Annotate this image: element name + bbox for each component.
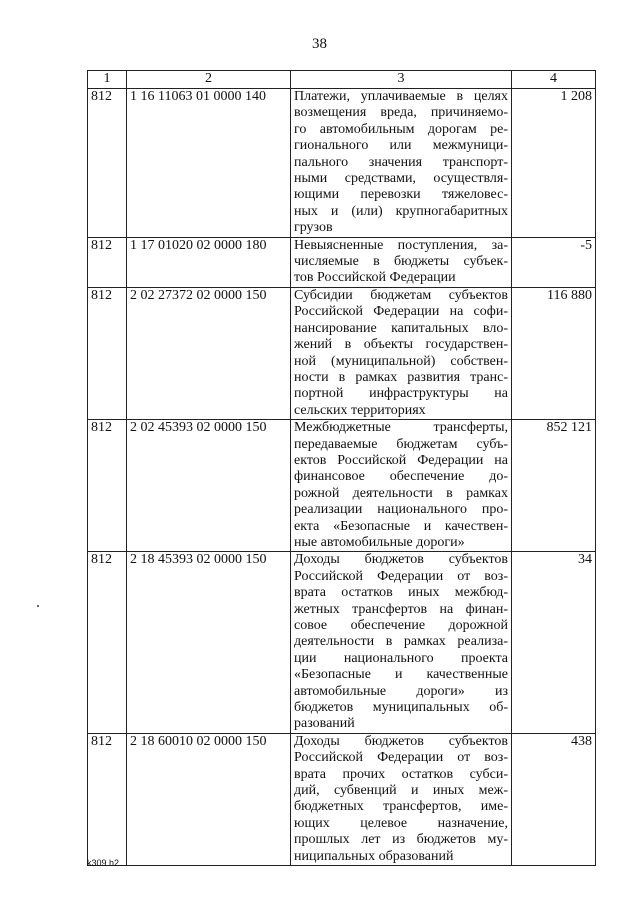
revenue-name-line: Невыясненные поступления, за- <box>294 237 508 253</box>
header-col-3: 3 <box>291 71 512 89</box>
revenue-name-line: Межбюджетные трансферты, <box>294 420 508 436</box>
revenue-code-cell: 2 18 45393 02 0000 150 <box>127 552 291 733</box>
revenue-name-line: ной (муниципальной) собствен- <box>294 353 508 369</box>
revenue-code-cell: 2 02 27372 02 0000 150 <box>127 287 291 419</box>
amount-cell: 438 <box>512 733 596 865</box>
table-row <box>88 552 596 733</box>
table-row <box>88 237 596 287</box>
revenue-name-line: ющих целевое назначение, <box>294 815 508 831</box>
admin-code-cell: 812 <box>88 552 127 733</box>
revenue-name-line: рожной деятельности в рамках <box>294 485 508 501</box>
revenue-name-line: деятельности в рамках реализа- <box>294 634 508 650</box>
revenue-name-line: Российской Федерации от воз- <box>294 568 508 584</box>
header-col-2: 2 <box>127 71 291 89</box>
revenue-name-line: Субсидии бюджетам субъектов <box>294 287 508 303</box>
admin-code-cell: 812 <box>88 733 127 865</box>
revenue-name-line: сельских территориях <box>294 402 426 418</box>
header-row <box>88 71 596 89</box>
budget-table <box>87 70 596 866</box>
revenue-name-line: жетных трансфертов на финан- <box>294 601 508 617</box>
revenue-name-line: реализации национального про- <box>294 502 508 518</box>
revenue-name-line: ных и (или) крупногабаритных <box>294 203 508 219</box>
amount-cell: 34 <box>512 552 596 733</box>
revenue-name-line: ные автомобильные дороги» <box>294 534 465 550</box>
revenue-name-line: ектов Российской Федерации на <box>294 452 508 468</box>
amount-cell: -5 <box>512 237 596 287</box>
revenue-name-line: «Безопасные и качественные <box>294 667 508 683</box>
revenue-name-line: прошлых лет из бюджетов му- <box>294 832 508 848</box>
revenue-name-cell <box>291 89 512 238</box>
revenue-name-line: врата остатков иных межбюд- <box>294 585 508 601</box>
revenue-name-line: передаваемые бюджетам субъ- <box>294 436 508 452</box>
revenue-name-line: Российской Федерации от воз- <box>294 750 508 766</box>
revenue-name-line: тов Российской Федерации <box>294 270 456 286</box>
revenue-name-line: ющими перевозки тяжеловес- <box>294 187 508 203</box>
revenue-name-line: совое обеспечение дорожной <box>294 618 508 633</box>
admin-code-cell: 812 <box>88 287 127 419</box>
revenue-name-cell <box>291 287 512 419</box>
revenue-name-line: возмещения вреда, причиняемо- <box>294 105 508 121</box>
admin-code-cell: 812 <box>88 237 127 287</box>
revenue-name-cell <box>291 237 512 287</box>
table-row <box>88 733 596 865</box>
revenue-name-line: ности в рамках развития транс- <box>294 369 508 385</box>
margin-dot <box>37 605 39 607</box>
revenue-name-line: врата прочих остатков субси- <box>294 766 508 782</box>
admin-code-cell: 812 <box>88 420 127 552</box>
amount-cell: 852 121 <box>512 420 596 552</box>
revenue-name-line: гионального или межмуници- <box>294 138 508 154</box>
revenue-name-line: жений в объекты государствен- <box>294 337 508 353</box>
revenue-name-cell <box>291 733 512 865</box>
revenue-name-line: екта «Безопасные и качествен- <box>294 518 508 534</box>
revenue-name-line: ции национального проекта <box>294 650 508 666</box>
page-number: 38 <box>312 36 327 52</box>
header-col-1: 1 <box>88 71 127 89</box>
revenue-code-cell: 1 16 11063 01 0000 140 <box>127 89 291 238</box>
table-body <box>88 89 596 866</box>
revenue-code-cell: 2 18 60010 02 0000 150 <box>127 733 291 865</box>
revenue-name-line: ными средствами, осуществля- <box>294 171 508 187</box>
revenue-name-line: разований <box>294 716 355 732</box>
revenue-name-line: дий, субвенций и иных меж- <box>294 783 508 799</box>
revenue-name-line: пального значения транспорт- <box>294 154 508 170</box>
revenue-name-line: го автомобильным дорогам ре- <box>294 121 508 137</box>
revenue-code-cell: 2 02 45393 02 0000 150 <box>127 420 291 552</box>
revenue-name-cell <box>291 420 512 552</box>
revenue-code-cell: 1 17 01020 02 0000 180 <box>127 237 291 287</box>
revenue-name-line: бюджетных трансфертов, име- <box>294 799 508 815</box>
header-col-4: 4 <box>512 71 596 89</box>
revenue-name-line: грузов <box>294 220 333 236</box>
revenue-name-line: автомобильные дороги» из <box>294 683 508 699</box>
revenue-name-line: нансирование капитальных вло- <box>294 320 508 336</box>
revenue-name-cell <box>291 552 512 733</box>
revenue-name-line: финансовое обеспечение до- <box>294 469 508 485</box>
amount-cell: 116 880 <box>512 287 596 419</box>
revenue-name-line: Доходы бюджетов субъектов <box>294 552 508 568</box>
admin-code-cell: 812 <box>88 89 127 238</box>
revenue-name-line: числяемые в бюджеты субъек- <box>294 254 508 270</box>
table-row <box>88 420 596 552</box>
amount-cell: 1 208 <box>512 89 596 238</box>
revenue-name-line: Платежи, уплачиваемые в целях <box>294 89 508 104</box>
revenue-name-line: ниципальных образований <box>294 848 454 864</box>
table-row <box>88 89 596 238</box>
footer-mark: k309 h2 <box>87 858 120 868</box>
revenue-name-line: бюджетов муниципальных об- <box>294 700 508 716</box>
table-row <box>88 287 596 419</box>
revenue-name-line: портной инфраструктуры на <box>294 386 508 402</box>
revenue-name-line: Доходы бюджетов субъектов <box>294 733 508 749</box>
revenue-name-line: Российской Федерации на софи- <box>294 304 508 320</box>
